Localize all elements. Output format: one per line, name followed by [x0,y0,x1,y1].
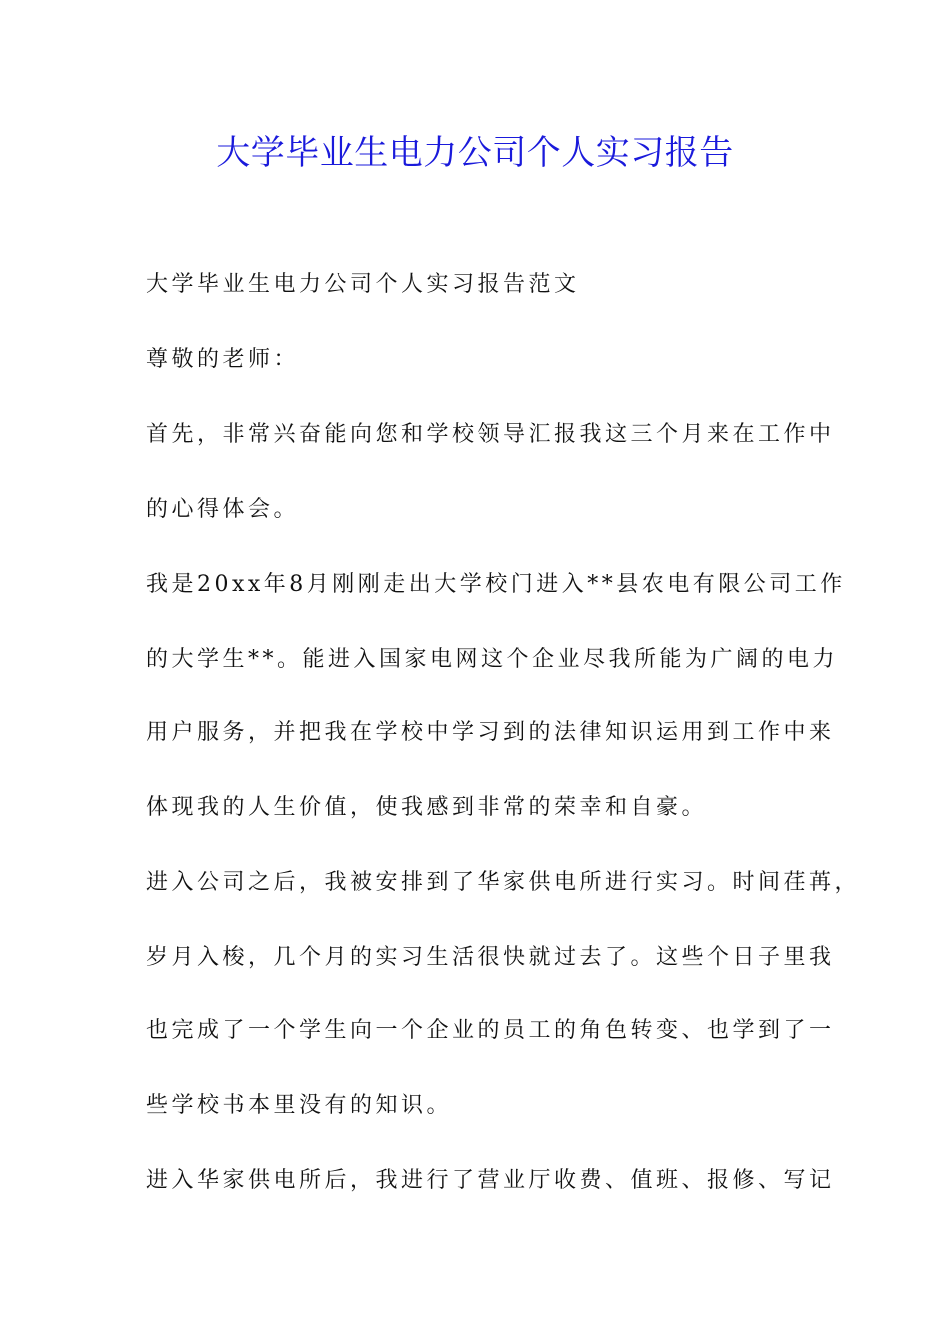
text-line: 的心得体会。 [146,497,300,522]
text-line: 首先，非常兴奋能向您和学校领导汇报我这三个月来在工作中 [146,422,835,447]
text-line: 用户服务，并把我在学校中学习到的法律知识运用到工作中来 [146,720,835,745]
text-line: 进入华家供电所后，我进行了营业厅收费、值班、报修、写记 [146,1168,835,1193]
text-line: 些学校书本里没有的知识。 [146,1093,453,1118]
text-line: 进入公司之后，我被安排到了华家供电所进行实习。时间荏苒， [146,870,861,895]
text-line: 体现我的人生价值，使我感到非常的荣幸和自豪。 [146,795,708,820]
document-title: 大学毕业生电力公司个人实习报告 [216,133,734,173]
text-line-salutation: 尊敬的老师： [146,347,300,372]
text-line: 也完成了一个学生向一个企业的员工的角色转变、也学到了一 [146,1018,835,1043]
text-line: 岁月入梭，几个月的实习生活很快就过去了。这些个日子里我 [146,945,835,970]
text-line-subtitle: 大学毕业生电力公司个人实习报告范文 [146,272,580,297]
text-line: 的大学生**。能进入国家电网这个企业尽我所能为广阔的电力 [146,647,839,672]
text-line: 我是20xx年8月刚刚走出大学校门进入**县农电有限公司工作 [146,572,846,597]
